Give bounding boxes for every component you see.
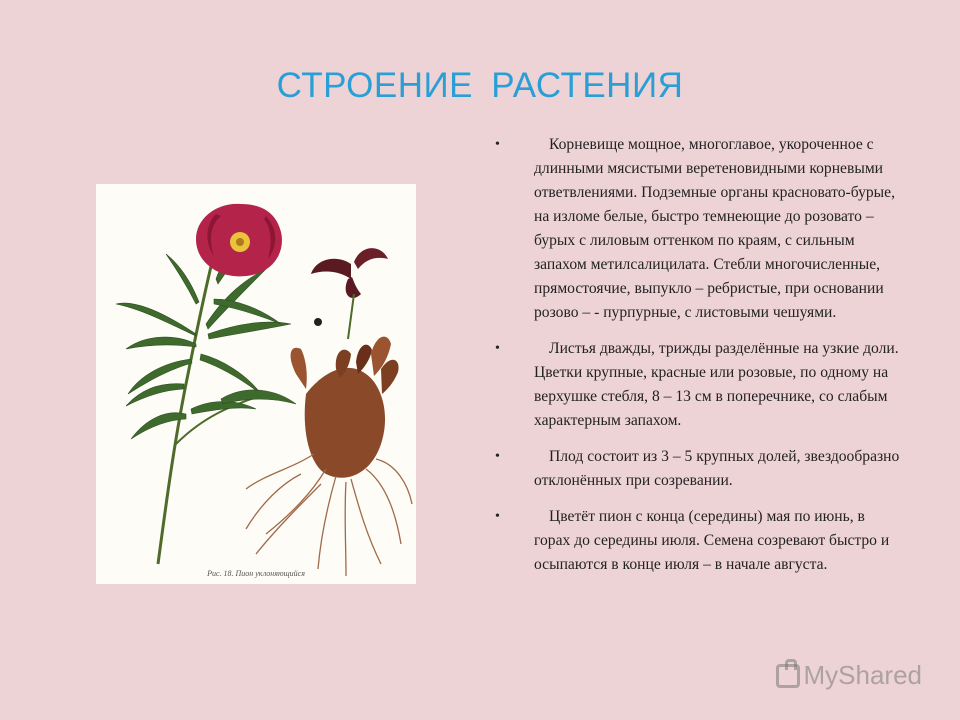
watermark-text: MyShared [803, 660, 922, 690]
list-item-text: Плод состоит из 3 – 5 крупных долей, звездообразно отклонённых при созревании. [534, 448, 900, 489]
bullet-icon: • [495, 509, 500, 524]
slide-title: СТРОЕНИЕ РАСТЕНИЯ [276, 66, 684, 105]
bullet-icon: • [495, 137, 500, 152]
bullet-icon: • [495, 449, 500, 464]
list-item [495, 133, 905, 325]
peony-drawing [96, 184, 416, 584]
briefcase-icon [776, 664, 800, 688]
illustration-caption: Рис. 18. Пион уклоняющийся [207, 569, 305, 578]
peony-illustration [96, 184, 416, 584]
list-item-text: Цветёт пион с конца (середины) мая по июнь, в горах до середины июля. Семена созревают быстро и осыпаются в конце июля – в начале августа. [534, 508, 890, 573]
list-item-text: Листья дважды, трижды разделённые на узкие доли. Цветки крупные, красные или розовые, по одному на верхушке стебля, 8 – 13 см в поперечнике, со слабым характерным запахом. [534, 340, 899, 429]
bullet-icon: • [495, 341, 500, 356]
list-item [495, 337, 905, 433]
list-item [495, 505, 905, 577]
watermark [776, 660, 923, 691]
list-item-text: Корневище мощное, многоглавое, укороченное с длинными мясистыми веретеновидными корневыми ответвлениями. Подземные органы красновато-бурые, на изломе белые, быстро темнеющие до розовато – бурых с лиловым оттенком по краям, с сильным запахом метилсалицилата. Стебли многочисленные, прямостоячие, выпукло – ребристые, при основании розово – - пурпурные, с листовыми чешуями. [534, 136, 895, 321]
description-list [495, 133, 905, 589]
list-item [495, 445, 905, 493]
